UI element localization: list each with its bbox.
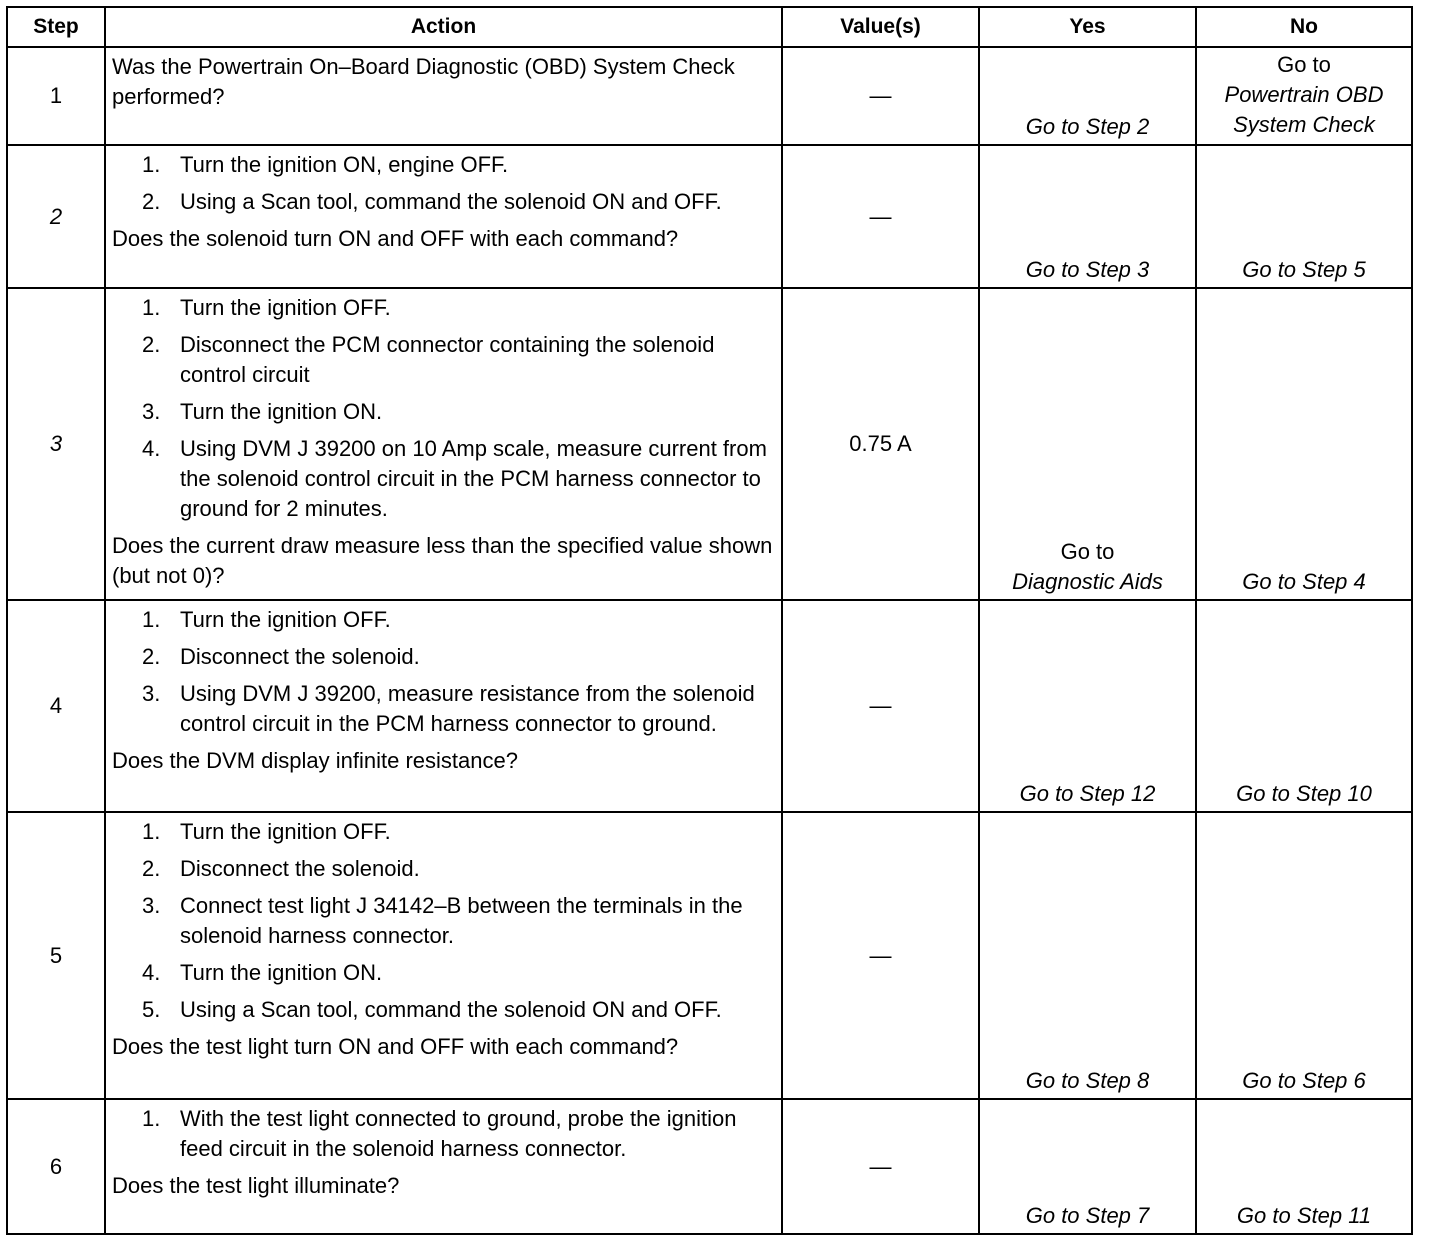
yes-link[interactable]: Go to Step 3 <box>1025 257 1150 282</box>
header-values: Value(s) <box>782 7 979 47</box>
list-item: 3. Connect test light J 34142–B between the terminals in the solenoid harness connector. <box>142 893 743 948</box>
header-action: Action <box>105 7 782 47</box>
value-cell: — <box>782 600 979 812</box>
table-row <box>7 288 1412 600</box>
no-cell <box>1196 812 1412 1099</box>
action-list <box>112 817 777 1025</box>
diagnostic-table <box>6 6 1413 1235</box>
list-item: 1. Turn the ignition OFF. <box>142 819 391 844</box>
yes-cell <box>979 145 1196 288</box>
yes-link[interactable]: Go to Step 12 <box>1019 781 1156 806</box>
value-cell: — <box>782 812 979 1099</box>
value-cell: 0.75 A <box>782 288 979 600</box>
step-number: 6 <box>7 1099 105 1234</box>
yes-link[interactable]: Go to Step 7 <box>1025 1203 1150 1228</box>
action-question: Does the solenoid turn ON and OFF with each command? <box>112 226 679 251</box>
value-cell: — <box>782 145 979 288</box>
action-cell <box>105 47 782 145</box>
action-cell <box>105 1099 782 1234</box>
no-link[interactable]: Go to Step 10 <box>1236 781 1372 806</box>
no-link[interactable]: Go to Step 11 <box>1236 1203 1372 1228</box>
table-row <box>7 47 1412 145</box>
action-list <box>112 1104 777 1164</box>
action-cell <box>105 288 782 600</box>
step-number: 4 <box>7 600 105 812</box>
list-item: 1. Turn the ignition OFF. <box>142 295 391 320</box>
no-cell <box>1196 288 1412 600</box>
table-row <box>7 1099 1412 1234</box>
no-cell <box>1196 1099 1412 1234</box>
yes-cell <box>979 47 1196 145</box>
list-item: 4. Using DVM J 39200 on 10 Amp scale, measure current from the solenoid control circuit in the PCM harness connector to ground for 2 minutes. <box>142 436 767 521</box>
action-list <box>112 150 777 217</box>
list-item: 2. Disconnect the solenoid. <box>142 856 420 881</box>
list-item: 2. Using a Scan tool, command the solenoid ON and OFF. <box>142 189 722 214</box>
action-cell <box>105 600 782 812</box>
no-link-prefix: Go to <box>1277 52 1331 77</box>
no-cell <box>1196 145 1412 288</box>
yes-cell <box>979 1099 1196 1234</box>
list-item: 2. Disconnect the PCM connector containing the solenoid control circuit <box>142 332 715 387</box>
header-no: No <box>1196 7 1412 47</box>
no-link[interactable]: Go to Step 6 <box>1242 1068 1366 1093</box>
list-item: 3. Using DVM J 39200, measure resistance from the solenoid control circuit in the PCM harness connector to ground. <box>142 681 755 736</box>
no-link[interactable]: Powertrain OBD <box>1224 82 1384 107</box>
yes-cell <box>979 812 1196 1099</box>
action-cell <box>105 145 782 288</box>
header-yes: Yes <box>979 7 1196 47</box>
table-row <box>7 145 1412 288</box>
value-cell: — <box>782 47 979 145</box>
yes-link[interactable]: Go to Step 8 <box>1025 1068 1150 1093</box>
action-cell <box>105 812 782 1099</box>
yes-link[interactable]: Go to Step 2 <box>1025 114 1150 139</box>
step-number: 1 <box>7 47 105 145</box>
yes-cell <box>979 288 1196 600</box>
header-step: Step <box>7 7 105 47</box>
no-link-cont[interactable]: System Check <box>1233 112 1375 137</box>
value-cell: — <box>782 1099 979 1234</box>
yes-cell <box>979 600 1196 812</box>
yes-link-prefix: Go to <box>1060 539 1115 564</box>
action-list <box>112 605 777 739</box>
list-item: 1. Turn the ignition OFF. <box>142 607 391 632</box>
list-item: 2. Disconnect the solenoid. <box>142 644 420 669</box>
action-question: Does the test light illuminate? <box>112 1173 400 1198</box>
yes-link[interactable]: Diagnostic Aids <box>1012 569 1163 594</box>
action-list <box>112 293 777 524</box>
action-text: Was the Powertrain On–Board Diagnostic (OBD) System Check performed? <box>112 54 735 109</box>
step-number: 2 <box>7 145 105 288</box>
header-row <box>7 7 1412 47</box>
action-question: Does the test light turn ON and OFF with each command? <box>112 1034 679 1059</box>
list-item: 1. Turn the ignition ON, engine OFF. <box>142 152 509 177</box>
no-link[interactable]: Go to Step 5 <box>1242 257 1366 282</box>
list-item: 5. Using a Scan tool, command the solenoid ON and OFF. <box>142 997 722 1022</box>
no-link[interactable]: Go to Step 4 <box>1242 569 1366 594</box>
list-item: 4. Turn the ignition ON. <box>142 960 383 985</box>
action-question: Does the DVM display infinite resistance? <box>112 748 518 773</box>
no-cell <box>1196 47 1412 145</box>
table-row <box>7 600 1412 812</box>
action-question: Does the current draw measure less than the specified value shown (but not 0)? <box>112 533 773 588</box>
table-row <box>7 812 1412 1099</box>
step-number: 5 <box>7 812 105 1099</box>
list-item: 1. With the test light connected to ground, probe the ignition feed circuit in the solenoid harness connector. <box>142 1106 737 1161</box>
step-number: 3 <box>7 288 105 600</box>
list-item: 3. Turn the ignition ON. <box>142 399 383 424</box>
no-cell <box>1196 600 1412 812</box>
